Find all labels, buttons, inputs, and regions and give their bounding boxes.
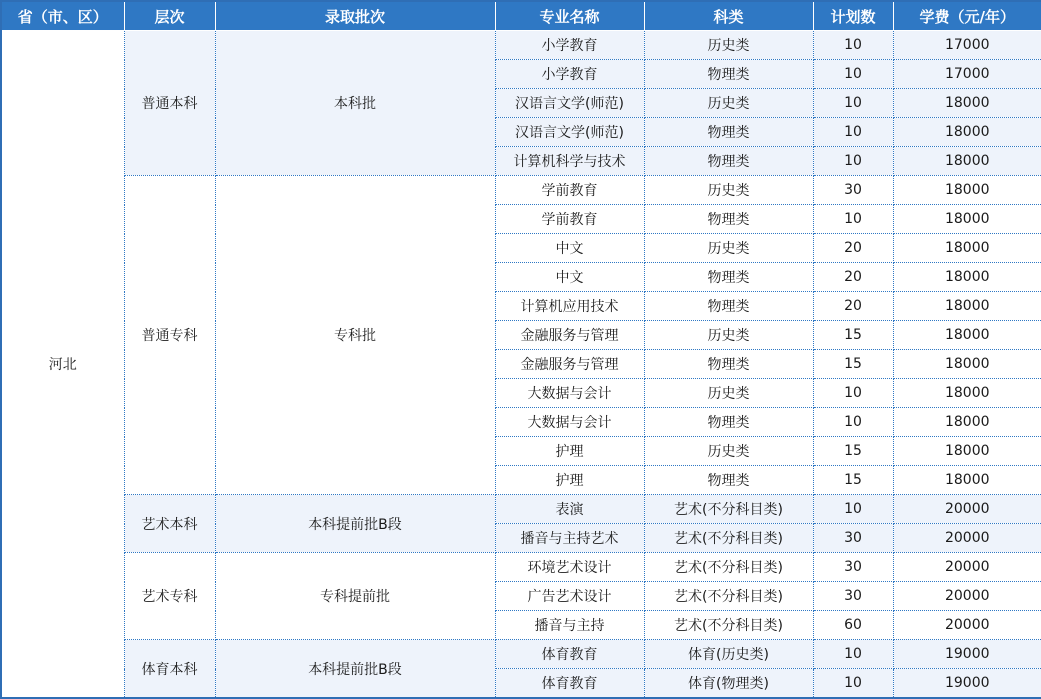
plan-count-cell: 10 (813, 640, 893, 669)
table-row (1, 640, 1041, 669)
plan-count-cell: 10 (813, 147, 893, 176)
level-cell: 普通专科 (124, 176, 215, 495)
major-cell: 播音与主持艺术 (495, 524, 644, 553)
plan-count-cell: 15 (813, 466, 893, 495)
category-cell: 艺术(不分科目类) (644, 553, 813, 582)
header-batch: 录取批次 (215, 1, 495, 31)
plan-count-cell: 10 (813, 495, 893, 524)
header-plan: 计划数 (813, 1, 893, 31)
plan-count-cell: 20 (813, 292, 893, 321)
plan-count-cell: 10 (813, 205, 893, 234)
category-cell: 历史类 (644, 321, 813, 350)
batch-cell: 本科提前批B段 (215, 640, 495, 699)
plan-count-cell: 60 (813, 611, 893, 640)
major-cell: 计算机科学与技术 (495, 147, 644, 176)
category-cell: 历史类 (644, 234, 813, 263)
province-cell: 河北 (1, 31, 124, 699)
category-cell: 物理类 (644, 147, 813, 176)
major-cell: 学前教育 (495, 205, 644, 234)
plan-count-cell: 30 (813, 524, 893, 553)
tuition-cell: 18000 (893, 408, 1041, 437)
category-cell: 物理类 (644, 263, 813, 292)
tuition-cell: 18000 (893, 147, 1041, 176)
tuition-cell: 18000 (893, 437, 1041, 466)
plan-count-cell: 10 (813, 31, 893, 60)
tuition-cell: 18000 (893, 321, 1041, 350)
tuition-cell: 18000 (893, 89, 1041, 118)
plan-count-cell: 10 (813, 118, 893, 147)
major-cell: 护理 (495, 437, 644, 466)
major-cell: 金融服务与管理 (495, 321, 644, 350)
major-cell: 汉语言文学(师范) (495, 118, 644, 147)
batch-cell: 本科提前批B段 (215, 495, 495, 553)
major-cell: 大数据与会计 (495, 408, 644, 437)
plan-count-cell: 10 (813, 408, 893, 437)
plan-count-cell: 10 (813, 379, 893, 408)
major-cell: 金融服务与管理 (495, 350, 644, 379)
major-cell: 计算机应用技术 (495, 292, 644, 321)
major-cell: 广告艺术设计 (495, 582, 644, 611)
tuition-cell: 18000 (893, 292, 1041, 321)
table-body (1, 31, 1041, 699)
level-cell: 普通本科 (124, 31, 215, 176)
plan-count-cell: 10 (813, 669, 893, 699)
major-cell: 播音与主持 (495, 611, 644, 640)
category-cell: 物理类 (644, 350, 813, 379)
tuition-cell: 18000 (893, 466, 1041, 495)
major-cell: 汉语言文学(师范) (495, 89, 644, 118)
tuition-cell: 18000 (893, 205, 1041, 234)
category-cell: 艺术(不分科目类) (644, 495, 813, 524)
plan-count-cell: 20 (813, 263, 893, 292)
category-cell: 历史类 (644, 89, 813, 118)
category-cell: 物理类 (644, 60, 813, 89)
plan-count-cell: 15 (813, 321, 893, 350)
major-cell: 护理 (495, 466, 644, 495)
batch-cell: 专科提前批 (215, 553, 495, 640)
header-level: 层次 (124, 1, 215, 31)
major-cell: 体育教育 (495, 640, 644, 669)
category-cell: 艺术(不分科目类) (644, 582, 813, 611)
major-cell: 表演 (495, 495, 644, 524)
plan-count-cell: 15 (813, 350, 893, 379)
table-row (1, 31, 1041, 60)
major-cell: 小学教育 (495, 60, 644, 89)
major-cell: 体育教育 (495, 669, 644, 699)
plan-count-cell: 15 (813, 437, 893, 466)
tuition-cell: 17000 (893, 31, 1041, 60)
tuition-cell: 20000 (893, 524, 1041, 553)
tuition-cell: 20000 (893, 582, 1041, 611)
tuition-cell: 17000 (893, 60, 1041, 89)
tuition-cell: 18000 (893, 350, 1041, 379)
category-cell: 物理类 (644, 118, 813, 147)
category-cell: 体育(历史类) (644, 640, 813, 669)
level-cell: 艺术本科 (124, 495, 215, 553)
category-cell: 历史类 (644, 176, 813, 205)
tuition-cell: 20000 (893, 611, 1041, 640)
header-province: 省（市、区） (1, 1, 124, 31)
header-major: 专业名称 (495, 1, 644, 31)
major-cell: 小学教育 (495, 31, 644, 60)
major-cell: 学前教育 (495, 176, 644, 205)
major-cell: 环境艺术设计 (495, 553, 644, 582)
level-cell: 体育本科 (124, 640, 215, 699)
category-cell: 体育(物理类) (644, 669, 813, 699)
category-cell: 物理类 (644, 205, 813, 234)
category-cell: 历史类 (644, 437, 813, 466)
tuition-cell: 18000 (893, 263, 1041, 292)
category-cell: 艺术(不分科目类) (644, 611, 813, 640)
tuition-cell: 18000 (893, 234, 1041, 263)
major-cell: 中文 (495, 263, 644, 292)
tuition-cell: 19000 (893, 640, 1041, 669)
category-cell: 历史类 (644, 31, 813, 60)
plan-count-cell: 30 (813, 582, 893, 611)
tuition-cell: 20000 (893, 495, 1041, 524)
category-cell: 物理类 (644, 292, 813, 321)
category-cell: 艺术(不分科目类) (644, 524, 813, 553)
table-row (1, 495, 1041, 524)
table-row (1, 553, 1041, 582)
tuition-cell: 18000 (893, 379, 1041, 408)
plan-count-cell: 20 (813, 234, 893, 263)
level-cell: 艺术专科 (124, 553, 215, 640)
tuition-cell: 19000 (893, 669, 1041, 699)
plan-count-cell: 10 (813, 89, 893, 118)
tuition-cell: 18000 (893, 176, 1041, 205)
major-cell: 大数据与会计 (495, 379, 644, 408)
category-cell: 物理类 (644, 466, 813, 495)
table-row (1, 176, 1041, 205)
tuition-cell: 20000 (893, 553, 1041, 582)
category-cell: 历史类 (644, 379, 813, 408)
plan-count-cell: 30 (813, 176, 893, 205)
tuition-cell: 18000 (893, 118, 1041, 147)
header-fee: 学费（元/年） (893, 1, 1041, 31)
major-cell: 中文 (495, 234, 644, 263)
batch-cell: 本科批 (215, 31, 495, 176)
plan-count-cell: 30 (813, 553, 893, 582)
header-category: 科类 (644, 1, 813, 31)
plan-count-cell: 10 (813, 60, 893, 89)
batch-cell: 专科批 (215, 176, 495, 495)
category-cell: 物理类 (644, 408, 813, 437)
header-row (1, 1, 1041, 31)
